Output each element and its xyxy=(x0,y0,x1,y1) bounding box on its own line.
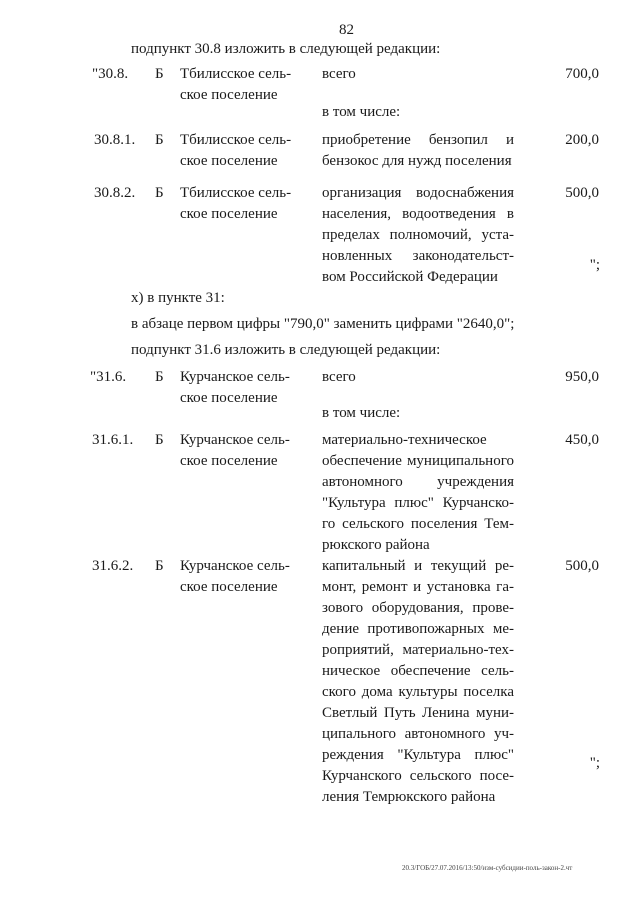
row-letter: Б xyxy=(155,558,164,574)
row-settlement-name: Тбилисское сель- ское поселение xyxy=(180,132,292,169)
row-purpose: приобретение бензопил и бензокос для нужд поселения xyxy=(322,132,514,169)
row-settlement-name: Тбилисское сель- ское поселение xyxy=(180,185,292,222)
row-code: 31.6.1. xyxy=(92,432,134,448)
row-code: 30.8.2. xyxy=(94,185,136,201)
row-code: 30.8.1. xyxy=(94,132,136,148)
document-footer-code: 20.3/ГОБ/27.07.2016/13:50/изм-субсидии-поль-закон-2.чт xyxy=(402,864,573,872)
row-amount: 200,0 xyxy=(565,132,599,148)
row-purpose: материально-техническое обеспечение муниципального автономного учреждения "Культура плюс" Курчанско- го сельского поселения Тем- рюкского района xyxy=(322,432,514,553)
row-letter: Б xyxy=(155,66,164,82)
row-sub-label: в том числе: xyxy=(322,405,401,421)
row-letter: Б xyxy=(155,432,164,448)
row-purpose: всего xyxy=(322,66,356,82)
row-letter: Б xyxy=(155,185,164,201)
row-closing-quote: "; xyxy=(589,257,600,273)
row-amount: 700,0 xyxy=(565,66,599,82)
row-settlement-name: Курчанское сель- ское поселение xyxy=(180,369,290,406)
row-amount: 950,0 xyxy=(565,369,599,385)
row-purpose: капитальный и текущий ре- монт, ремонт и установка га- зового оборудования, прове- дение противопожарных ме- роприятий, материально-тех- ническое обеспечение сель- ского дома культуры поселка Светлый Путь Ленина муни- ципального автономного уч- реждения "Культура плюс" Курчанского сельского посе- ления Темрюкского района xyxy=(322,558,514,805)
page-number: 82 xyxy=(339,22,354,38)
row-closing-quote: "; xyxy=(589,755,600,771)
row-sub-label: в том числе: xyxy=(322,104,401,120)
row-code: 31.6.2. xyxy=(92,558,134,574)
row-amount: 450,0 xyxy=(565,432,599,448)
intro-subpoint-30-8: подпункт 30.8 изложить в следующей редакции: xyxy=(131,41,441,57)
row-purpose: организация водоснабжения населения, водоотведения в пределах полномочий, уста- новленных законодательст- вом Российской Федерации xyxy=(322,185,514,285)
row-settlement-name: Курчанское сель- ское поселение xyxy=(180,432,290,469)
intro-subpoint-31-6: подпункт 31.6 изложить в следующей редакции: xyxy=(131,342,441,358)
row-code: "30.8. xyxy=(92,66,129,82)
row-settlement-name: Тбилисское сель- ское поселение xyxy=(180,66,292,103)
row-amount: 500,0 xyxy=(565,558,599,574)
row-code: "31.6. xyxy=(90,369,127,385)
row-letter: Б xyxy=(155,132,164,148)
paragraph-point-31: х) в пункте 31: xyxy=(131,290,225,306)
row-settlement-name: Курчанское сель- ское поселение xyxy=(180,558,290,595)
row-purpose: всего xyxy=(322,369,356,385)
row-amount: 500,0 xyxy=(565,185,599,201)
row-letter: Б xyxy=(155,369,164,385)
paragraph-first-abzac: в абзаце первом цифры "790,0" заменить цифрами "2640,0"; xyxy=(131,316,515,332)
